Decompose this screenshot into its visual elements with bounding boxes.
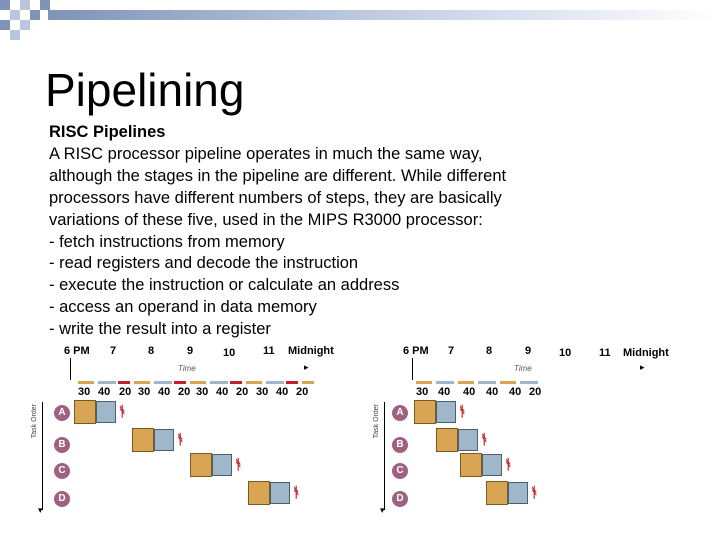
load-marker: C bbox=[54, 463, 70, 479]
dryer-icon bbox=[96, 401, 116, 423]
slide-body bbox=[49, 122, 709, 341]
task-order-caption: Task Order bbox=[31, 404, 38, 439]
folder-icon: ᚬ bbox=[480, 431, 489, 447]
washer-icon bbox=[74, 400, 96, 424]
body-line: processors have different numbers of steps, they are basically bbox=[49, 188, 502, 207]
dryer-icon bbox=[458, 429, 478, 451]
header-bar bbox=[48, 10, 720, 20]
body-line: - fetch instructions from memory bbox=[49, 232, 285, 251]
duration-label: 40 bbox=[463, 386, 476, 398]
dryer-icon bbox=[270, 482, 290, 504]
header-square bbox=[0, 20, 10, 30]
duration-bar bbox=[78, 381, 314, 384]
time-start-marker bbox=[70, 358, 71, 380]
time-tick: 10 bbox=[559, 347, 572, 359]
time-start-marker bbox=[412, 358, 413, 380]
load-marker: A bbox=[54, 405, 70, 421]
washer-icon bbox=[460, 453, 482, 477]
folder-icon: ᚬ bbox=[176, 431, 185, 447]
load-marker: D bbox=[54, 491, 70, 507]
duration-label: 30 bbox=[78, 386, 91, 398]
washer-icon bbox=[436, 428, 458, 452]
folder-icon: ᚬ bbox=[530, 484, 539, 500]
load-marker: B bbox=[392, 437, 408, 453]
body-line: - write the result into a register bbox=[49, 320, 271, 339]
time-tick: 6 PM bbox=[403, 345, 429, 357]
time-tick: 9 bbox=[525, 345, 532, 357]
order-arrow-icon: ▾ bbox=[38, 505, 43, 515]
time-tick: 8 bbox=[148, 345, 155, 357]
body-line: A RISC processor pipeline operates in much the same way, bbox=[49, 144, 483, 163]
time-tick: 11 bbox=[599, 347, 611, 359]
time-tick: 7 bbox=[110, 345, 117, 357]
duration-label: 40 bbox=[216, 386, 229, 398]
duration-label: 30 bbox=[256, 386, 269, 398]
order-arrow-icon: ▾ bbox=[380, 505, 385, 515]
body-line: variations of these five, used in the MIPS R3000 processor: bbox=[49, 210, 483, 229]
task-order-axis bbox=[384, 402, 385, 510]
folder-icon: ᚬ bbox=[234, 456, 243, 472]
duration-label: 40 bbox=[486, 386, 499, 398]
time-arrow-icon: ▸ bbox=[640, 362, 645, 372]
header-square bbox=[0, 0, 10, 10]
load-marker: D bbox=[392, 491, 408, 507]
dryer-icon bbox=[482, 454, 502, 476]
time-tick: Midnight bbox=[623, 347, 669, 359]
duration-label: 30 bbox=[196, 386, 209, 398]
washer-icon bbox=[132, 428, 154, 452]
load-marker: C bbox=[392, 463, 408, 479]
washer-icon bbox=[486, 481, 508, 505]
folder-icon: ᚬ bbox=[458, 403, 467, 419]
body-line: - access an operand in data memory bbox=[49, 298, 317, 317]
duration-label: 20 bbox=[178, 386, 191, 398]
duration-label: 20 bbox=[119, 386, 132, 398]
header-square bbox=[10, 10, 20, 20]
body-line: although the stages in the pipeline are different. While different bbox=[49, 166, 507, 185]
slide-subtitle: RISC Pipelines bbox=[49, 123, 166, 141]
folder-icon: ᚬ bbox=[118, 403, 127, 419]
duration-label: 40 bbox=[98, 386, 111, 398]
dryer-icon bbox=[154, 429, 174, 451]
body-line: - read registers and decode the instruction bbox=[49, 254, 359, 273]
duration-bar bbox=[416, 381, 540, 384]
time-caption: Time bbox=[178, 364, 196, 373]
header-square bbox=[20, 20, 30, 30]
sequential-laundry-diagram bbox=[28, 340, 348, 540]
pipelined-laundry-diagram bbox=[370, 340, 690, 540]
body-line: - execute the instruction or calculate an address bbox=[49, 276, 400, 295]
dryer-icon bbox=[508, 482, 528, 504]
dryer-icon bbox=[212, 454, 232, 476]
duration-label: 40 bbox=[276, 386, 289, 398]
duration-label: 30 bbox=[416, 386, 429, 398]
time-tick: 9 bbox=[187, 345, 194, 357]
duration-label: 20 bbox=[236, 386, 249, 398]
slide-title: Pipelining bbox=[45, 64, 245, 116]
time-tick: 10 bbox=[223, 347, 236, 359]
task-order-caption: Task Order bbox=[373, 404, 380, 439]
load-marker: A bbox=[392, 405, 408, 421]
dryer-icon bbox=[436, 401, 456, 423]
time-tick: 11 bbox=[263, 345, 275, 357]
time-tick: 7 bbox=[448, 345, 455, 357]
folder-icon: ᚬ bbox=[292, 484, 301, 500]
washer-icon bbox=[190, 453, 212, 477]
duration-label: 40 bbox=[438, 386, 451, 398]
header-square bbox=[20, 0, 30, 10]
duration-label: 30 bbox=[138, 386, 151, 398]
time-tick: Midnight bbox=[288, 345, 334, 357]
time-arrow-icon: ▸ bbox=[304, 362, 309, 372]
header-square bbox=[40, 0, 50, 10]
washer-icon bbox=[414, 400, 436, 424]
time-caption: Time bbox=[514, 364, 532, 373]
time-tick: 8 bbox=[486, 345, 493, 357]
time-tick: 6 PM bbox=[64, 345, 90, 357]
washer-icon bbox=[248, 481, 270, 505]
task-order-axis bbox=[42, 402, 43, 510]
duration-label: 20 bbox=[529, 386, 542, 398]
duration-label: 40 bbox=[158, 386, 171, 398]
duration-label: 40 bbox=[509, 386, 522, 398]
header-square bbox=[30, 10, 40, 20]
duration-label: 20 bbox=[296, 386, 309, 398]
header-square bbox=[10, 30, 20, 40]
folder-icon: ᚬ bbox=[504, 456, 513, 472]
load-marker: B bbox=[54, 437, 70, 453]
